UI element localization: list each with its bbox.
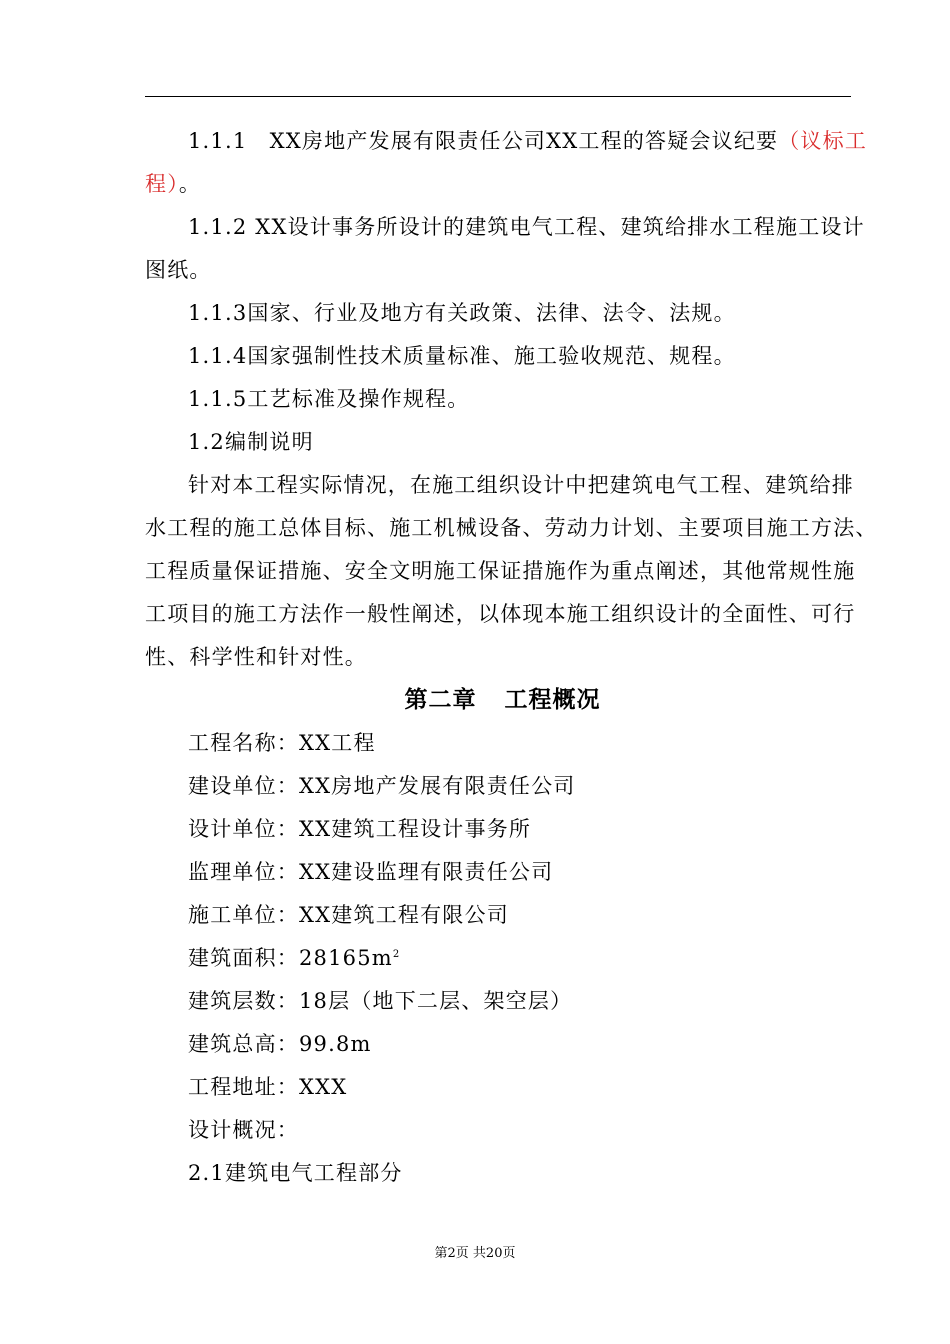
description-line-3: 工程质量保证措施、安全文明施工保证措施作为重点阐述，其他常规性施 <box>145 559 856 583</box>
paragraph-1-1-1-end: 。 <box>178 172 202 196</box>
description-line-1: 针对本工程实际情况，在施工组织设计中把建筑电气工程、建筑给排 <box>188 473 854 497</box>
project-address: 工程地址：XXX <box>188 1075 348 1099</box>
chapter-title <box>145 679 860 722</box>
description-line-4: 工项目的施工方法作一般性阐述，以体现本施工组织设计的全面性、可行 <box>145 602 856 626</box>
paragraph-1-1-4: 1.1.4国家强制性技术质量标准、施工验收规范、规程。 <box>188 344 736 368</box>
building-area-text: 建筑面积：28165m <box>188 946 393 970</box>
paragraph-1-1-1-note-part1: （议标工 <box>778 129 868 153</box>
paragraph-1-1-1-text: 1.1.1 XX房地产发展有限责任公司XX工程的答疑会议纪要 <box>188 129 779 153</box>
chapter-number: 第二章 <box>404 687 477 713</box>
page-footer: 第2页 共20页 <box>434 1246 516 1261</box>
building-height: 建筑总高：99.8m <box>188 1032 372 1056</box>
description-line-5: 性、科学性和针对性。 <box>145 645 367 669</box>
paragraph-1-1-2-continued: 图纸。 <box>145 258 212 282</box>
header-rule <box>145 96 851 97</box>
building-area <box>188 937 860 980</box>
paragraph-1-1-3: 1.1.3国家、行业及地方有关政策、法律、法令、法规。 <box>188 301 736 325</box>
project-name: 工程名称：XX工程 <box>188 731 376 755</box>
paragraph-1-1-1 <box>188 120 868 163</box>
paragraph-1-1-1-continued <box>145 163 860 206</box>
supervision-unit: 监理单位：XX建设监理有限责任公司 <box>188 860 554 884</box>
building-floors: 建筑层数：18层（地下二层、架空层） <box>188 989 573 1013</box>
design-overview-label: 设计概况： <box>188 1118 299 1142</box>
description-line-2: 水工程的施工总体目标、施工机械设备、劳动力计划、主要项目施工方法、 <box>145 516 878 540</box>
paragraph-1-1-1-note-part2: 程） <box>145 172 179 196</box>
paragraph-1-1-2: 1.1.2 XX设计事务所设计的建筑电气工程、建筑给排水工程施工设计 <box>188 215 865 239</box>
building-area-superscript: 2 <box>392 949 401 960</box>
construction-unit: 施工单位：XX建筑工程有限公司 <box>188 903 509 927</box>
paragraph-1-1-5: 1.1.5工艺标准及操作规程。 <box>188 387 470 411</box>
section-heading-2-1: 2.1建筑电气工程部分 <box>188 1161 403 1185</box>
section-heading-1-2: 1.2编制说明 <box>188 430 314 454</box>
design-unit: 设计单位：XX建筑工程设计事务所 <box>188 817 532 841</box>
chapter-name: 工程概况 <box>504 687 601 713</box>
builder-unit: 建设单位：XX房地产发展有限责任公司 <box>188 774 576 798</box>
